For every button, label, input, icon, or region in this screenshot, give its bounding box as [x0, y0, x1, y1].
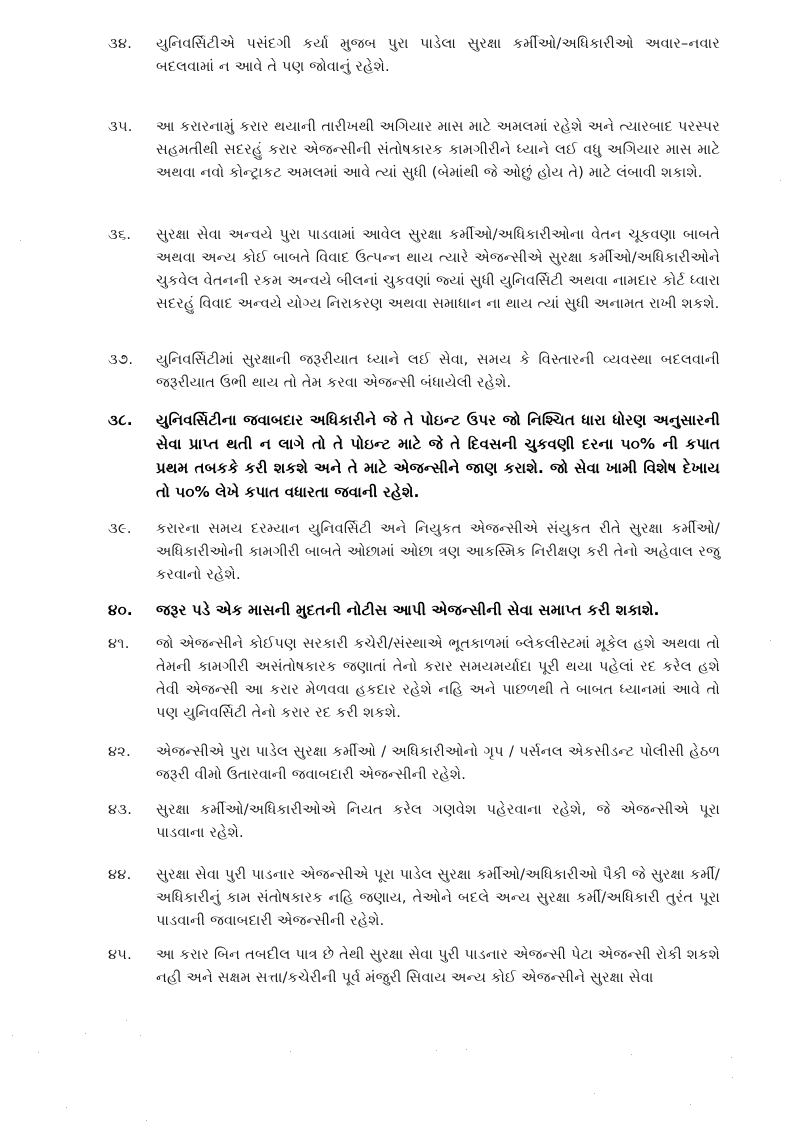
- clause-37: [108, 349, 720, 395]
- scan-speck: [140, 1035, 141, 1036]
- scan-speck: [85, 1033, 86, 1034]
- clause-text: યુનિવર્સિટીએ પસંદગી કર્યા મુજબ પુરા પાડેલા સુરક્ષા કર્મીઓ/અધિકારીઓ અવાર–નવાર બદલવામાં ન આવે તે પણ જોવાનું રહેશે.: [156, 36, 720, 75]
- clause-number: ૩૫.: [108, 119, 133, 135]
- clause-42: [108, 741, 720, 787]
- scan-speck: [146, 1120, 147, 1121]
- scan-speck: [770, 640, 771, 641]
- scan-speck: [12, 1035, 13, 1036]
- clause-number: ૩૮.: [108, 411, 133, 429]
- clause-text: સુરક્ષા સેવા પુરી પાડનાર એજન્સીએ પૂરા પાડેલ સુરક્ષા કર્મીઓ/અધિકારીઓ પૈકી જે સુરક્ષા કર્મી/અધિકારીનું કામ સંતોષકારક નહિ જણાય, તેઓને બદલે અન્ય સુરક્ષા કર્મી/અધિકારી તુરંત પૂરા પાડવાની જવાબદારી એજન્સીની રહેશે.: [156, 867, 720, 929]
- clause-text: યુનિવર્સિટીના જવાબદાર અધિકારીને જે તે પોઇન્ટ ઉપર જો નિશ્ચિત ધારા ધોરણ અનુસારની સેવા પ્રાપ્ત થતી ન લાગે તો તે પોઇન્ટ માટે જે તે દિવસની ચુકવણી દરના ૫૦% ની કપાત પ્રથમ તબકકે કરી શકશે અને તે માટે એજન્સીને જાણ કરાશે. જો સેવા ખામી વિશેષ દેખાય તો ૫૦% લેખે કપાત વધારતા જવાની રહેશે.: [156, 411, 720, 501]
- clause-text: સુરક્ષા કર્મીઓ/અધિકારીઓએ નિયત કરેલ ગણવેશ પહેરવાના રહેશે, જે એજન્સીએ પૂરા પાડવાના રહેશે.: [156, 802, 720, 841]
- clause-45: [108, 944, 720, 990]
- scan-speck: [466, 1049, 467, 1050]
- scan-speck: [631, 1054, 632, 1055]
- clause-text: સુરક્ષા સેવા અન્વયે પુરા પાડવામાં આવેલ સુરક્ષા કર્મીઓ/અધિકારીઓના વેતન ચૂકવણા બાબતે અથવા અન્ય કોઈ બાબતે વિવાદ ઉત્પન્ન થાય ત્યારે એજન્સીએ સુરક્ષા કર્મીઓ/અધિકારીઓને ચુકવેલ વેતનની રકમ અન્વયે બીલનાં ચુકવણાં જ્યાં સુધી યુનિવર્સિટી અથવા નામદાર કોર્ટ ધ્વારા સદરહું વિવાદ અન્વયે યોગ્ય નિરાકરણ અથવા સમાધાન ના થાય ત્યાં સુધી અનામત રાખી શકશે.: [156, 227, 720, 312]
- clause-number: ૪૨.: [108, 744, 132, 760]
- clause-number: ૪૫.: [108, 947, 133, 963]
- clause-text: આ કરાર બિન તબદીલ પાત્ર છે તેથી સુરક્ષા સેવા પુરી પાડનાર એજન્સી પેટા એજન્સી રોકી શકશે નહી અને સક્ષમ સત્તા/કચેરીની પૂર્વ મંજુરી સિવાય અન્ય કોઈ એજન્સીને સુરક્ષા સેવા: [156, 947, 720, 986]
- clause-39: [108, 518, 720, 587]
- clause-number: ૩૪.: [108, 36, 133, 52]
- clause-text: જરૂર પડે એક માસની મુદતની નોટીસ આપી એજન્સીની સેવા સમાપ્ત કરી શકાશે.: [156, 601, 660, 619]
- clause-35: [108, 116, 720, 185]
- clause-number: ૪૦.: [108, 601, 133, 619]
- scan-speck: [38, 1052, 39, 1053]
- clause-40: [108, 598, 720, 622]
- scan-speck: [20, 240, 21, 241]
- clause-38: [108, 408, 720, 504]
- clause-44: [108, 864, 720, 933]
- scan-speck: [690, 1104, 691, 1105]
- scan-speck: [66, 1107, 67, 1108]
- scan-speck: [594, 1093, 595, 1094]
- clause-number: ૪૪.: [108, 867, 132, 883]
- clause-41: [108, 633, 720, 725]
- scan-speck: [731, 1057, 732, 1058]
- clause-number: ૪૩.: [108, 802, 133, 818]
- clause-number: ૩૯.: [108, 521, 132, 537]
- clause-text: એજન્સીએ પુરા પાડેલ સુરક્ષા કર્મીઓ / અધિકારીઓનો ગૃપ / પર્સનલ એકસીડન્ટ પોલીસી હેઠળ જરૂરી વીમો ઉતારવાની જવાબદારી એજન્સીની રહેશે.: [156, 744, 720, 783]
- scan-speck: [436, 1050, 437, 1051]
- scan-speck: [290, 1051, 291, 1052]
- clause-number: ૩૭.: [108, 352, 134, 368]
- scan-speck: [732, 1077, 733, 1078]
- clause-36: [108, 224, 720, 316]
- clause-text: યુનિવર્સિટીમાં સુરક્ષાની જરૂરીયાત ધ્યાને લઈ સેવા, સમય કે વિસ્તારની વ્યવસ્થા બદલવાની જરૂરીયાત ઉભી થાય તો તેમ કરવા એજન્સી બંધાયેલી રહેશે.: [156, 352, 720, 391]
- clause-text: આ કરારનામું કરાર થયાની તારીખથી અગિયાર માસ માટે અમલમાં રહેશે અને ત્યારબાદ પરસ્પર સહમતીથી સદરહું કરાર એજન્સીની સંતોષકારક કામગીરીને ધ્યાને લઈ વધુ અગિયાર માસ માટે અથવા નવો કોન્ટ્રાકટ અમલમાં આવે ત્યાં સુધી (બેમાંથી જે ઓછું હોય તે) માટે લંબાવી શકાશે.: [156, 119, 720, 181]
- clause-number: ૪૧.: [108, 636, 130, 652]
- clause-43: [108, 799, 720, 845]
- clause-34: [108, 33, 720, 79]
- clause-text: કરારના સમય દરમ્યાન યુનિવર્સિટી અને નિયુકત એજન્સીએ સંયુકત રીતે સુરક્ષા કર્મીઓ/અધિકારીઓની કામગીરી બાબતે ઓછામાં ઓછા ત્રણ આકસ્મિક નિરીક્ષણ કરી તેનો અહેવાલ રજુ કરવાનો રહેશે.: [156, 521, 720, 583]
- clause-text: જો એજન્સીને કોઈપણ સરકારી કચેરી/સંસ્થાએ ભૂતકાળમાં બ્લેકલીસ્ટમાં મૂકેલ હશે અથવા તો તેમની કામગીરી અસંતોષકારક જણાતાં તેનો કરાર સમયમર્યાદા પૂરી થયા પહેલાં રદ કરેલ હશે તેવી એજન્સી આ કરાર મેળવવા હકદાર રહેશે નહિ અને પાછળથી તે બાબત ધ્યાનમાં આવે તો પણ યુનિવર્સિટી તેનો કરાર રદ કરી શકશે.: [156, 636, 720, 721]
- scan-speck: [126, 1020, 127, 1021]
- clause-number: ૩૬.: [108, 227, 132, 243]
- scan-speck: [780, 180, 781, 181]
